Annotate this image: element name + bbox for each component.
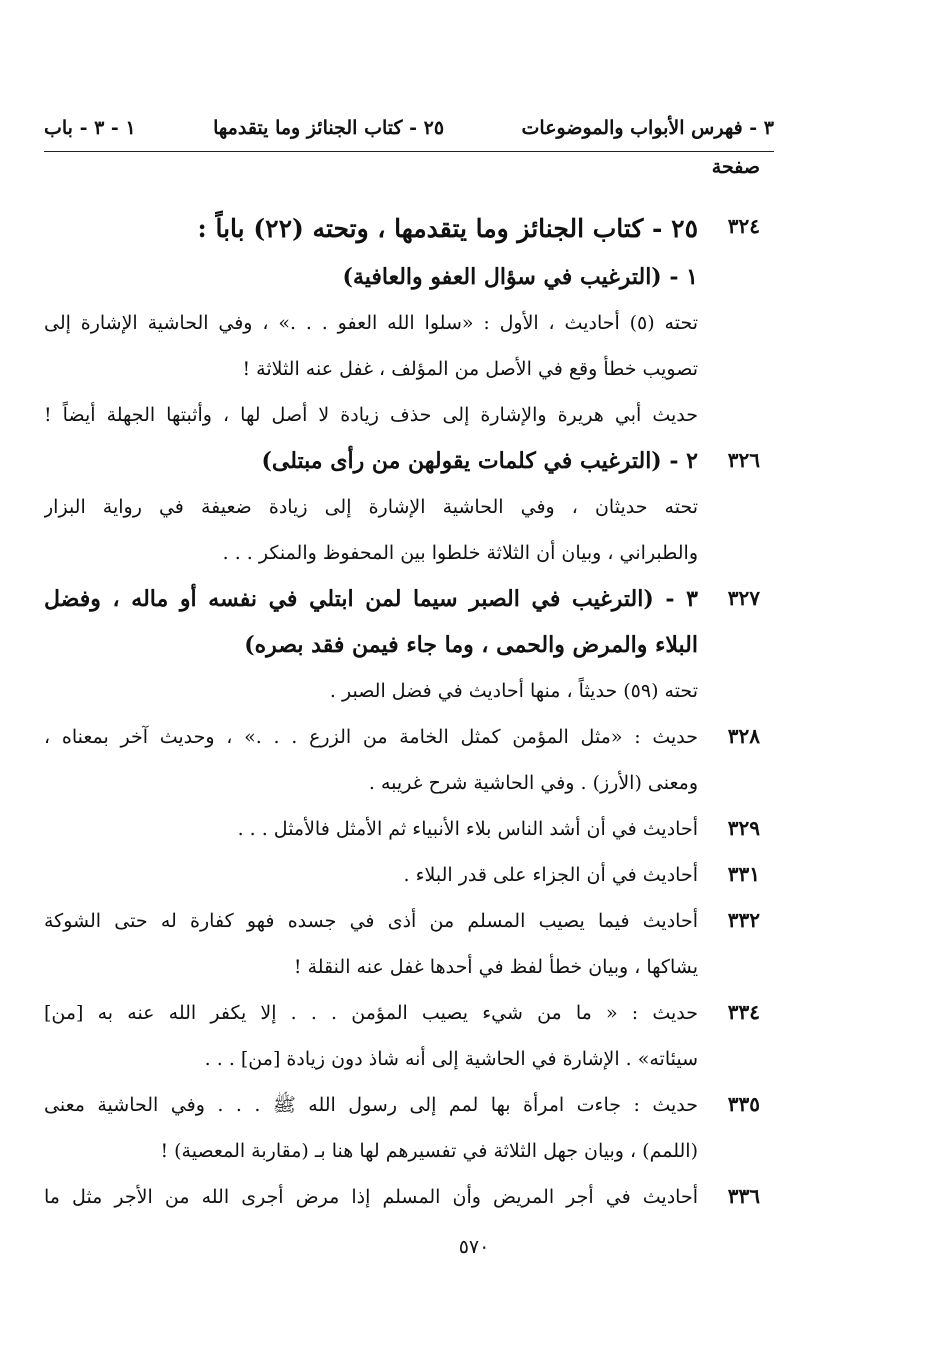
header-book-title: ٢٥ - كتاب الجنائز وما يتقدمها	[213, 117, 445, 139]
entry-text-line: ومعنى (الأرز) . وفي الحاشية شرح غريبه .	[368, 772, 698, 794]
index-entry	[44, 438, 760, 576]
index-entry	[44, 990, 760, 1082]
entry-content	[44, 852, 698, 898]
entry-text-line: أحاديث في أن أشد الناس بلاء الأنبياء ثم الأمثل فالأمثل . . .	[237, 818, 698, 840]
running-header	[44, 108, 774, 148]
index-body	[44, 204, 760, 1220]
entry-page-number: ٣٣١	[727, 862, 760, 886]
header-chapter-range: ١ - ٣ - باب	[44, 117, 136, 139]
entry-page-number: ٣٢٤	[727, 214, 760, 238]
page-number: ٥٧٠	[458, 1236, 490, 1258]
index-entry	[44, 1082, 760, 1174]
entry-page-number: ٣٣٥	[727, 1092, 760, 1116]
entry-text-line: ٢٥ - كتاب الجنائز وما يتقدمها ، وتحته (٢٢) باباً :	[197, 214, 698, 243]
entry-text-line: تحته حديثان ، وفي الحاشية الإشارة إلى زيادة ضعيفة في رواية البزار	[44, 496, 698, 518]
entry-content	[44, 204, 698, 438]
entry-text-line: سيئاته» . الإشارة في الحاشية إلى أنه شاذ دون زيادة [من] . . .	[204, 1048, 698, 1070]
entry-text-line: حديث : «مثل المؤمن كمثل الخامة من الزرع . . .» ، وحديث آخر بمعناه ،	[44, 726, 698, 748]
entry-page-number: ٣٣٢	[727, 908, 760, 932]
entry-content	[44, 898, 698, 990]
index-entry	[44, 852, 760, 898]
entry-content	[44, 1082, 698, 1174]
entry-text-line: حديث أبي هريرة والإشارة إلى حذف زيادة لا أصل لها ، وأثبتها الجهلة أيضاً !	[44, 404, 698, 426]
index-entry	[44, 898, 760, 990]
page-column-label: صفحة	[711, 156, 760, 178]
entry-text-line: حديث : « ما من شيء يصيب المؤمن . . . إلا يكفر الله عنه به [من]	[44, 1002, 698, 1024]
entry-text-line: ٣ - (الترغيب في الصبر سيما لمن ابتلي في نفسه أو ماله ، وفضل	[44, 586, 698, 612]
entry-text-line: تصويب خطأ وقع في الأصل من المؤلف ، غفل عنه الثلاثة !	[242, 358, 698, 380]
header-rule	[44, 151, 774, 152]
index-entry	[44, 806, 760, 852]
entry-text-line: ١ - (الترغيب في سؤال العفو والعافية)	[342, 264, 698, 290]
entry-content	[44, 576, 698, 714]
index-entry	[44, 576, 760, 714]
index-entry	[44, 1174, 760, 1220]
entry-text-line: البلاء والمرض والحمى ، وما جاء فيمن فقد بصره)	[244, 632, 698, 658]
entry-text-line: تحته (٥) أحاديث ، الأول : «سلوا الله العفو . . .» ، وفي الحاشية الإشارة إلى	[44, 312, 698, 334]
entry-page-number: ٣٢٨	[727, 724, 760, 748]
entry-text-line: تحته (٥٩) حديثاً ، منها أحاديث في فضل الصبر .	[329, 680, 698, 702]
index-entry	[44, 714, 760, 806]
entry-page-number: ٣٢٧	[727, 586, 760, 610]
entry-page-number: ٣٢٩	[727, 816, 760, 840]
entry-page-number: ٣٢٦	[727, 448, 760, 472]
entry-text-line: أحاديث في أجر المريض وأن المسلم إذا مرض أجرى الله من الأجر مثل ما	[44, 1186, 698, 1208]
entry-content	[44, 990, 698, 1082]
entry-text-line: ٢ - (الترغيب في كلمات يقولهن من رأى مبتلى)	[261, 448, 698, 474]
entry-content	[44, 714, 698, 806]
entry-text-line: حديث : جاءت امرأة بها لمم إلى رسول الله ﷺ . . . وفي الحاشية معنى	[44, 1094, 698, 1116]
entry-page-number: ٣٣٤	[727, 1000, 760, 1024]
entry-content	[44, 438, 698, 576]
header-section-title: ٣ - فهرس الأبواب والموضوعات	[521, 117, 774, 139]
entry-text-line: أحاديث فيما يصيب المسلم من أذى في جسده فهو كفارة له حتى الشوكة	[44, 910, 698, 932]
entry-content	[44, 806, 698, 852]
entry-page-number: ٣٣٦	[727, 1184, 760, 1208]
entry-text-line: يشاكها ، وبيان خطأ لفظ في أحدها غفل عنه النقلة !	[293, 956, 698, 978]
index-entry	[44, 204, 760, 438]
entry-text-line: أحاديث في أن الجزاء على قدر البلاء .	[403, 864, 698, 886]
entry-text-line: (اللمم) ، وبيان جهل الثلاثة في تفسيرهم لها هنا بـ (مقاربة المعصية) !	[160, 1140, 698, 1162]
entry-text-line: والطبراني ، وبيان أن الثلاثة خلطوا بين المحفوظ والمنكر . . .	[222, 542, 698, 564]
entry-content	[44, 1174, 698, 1220]
